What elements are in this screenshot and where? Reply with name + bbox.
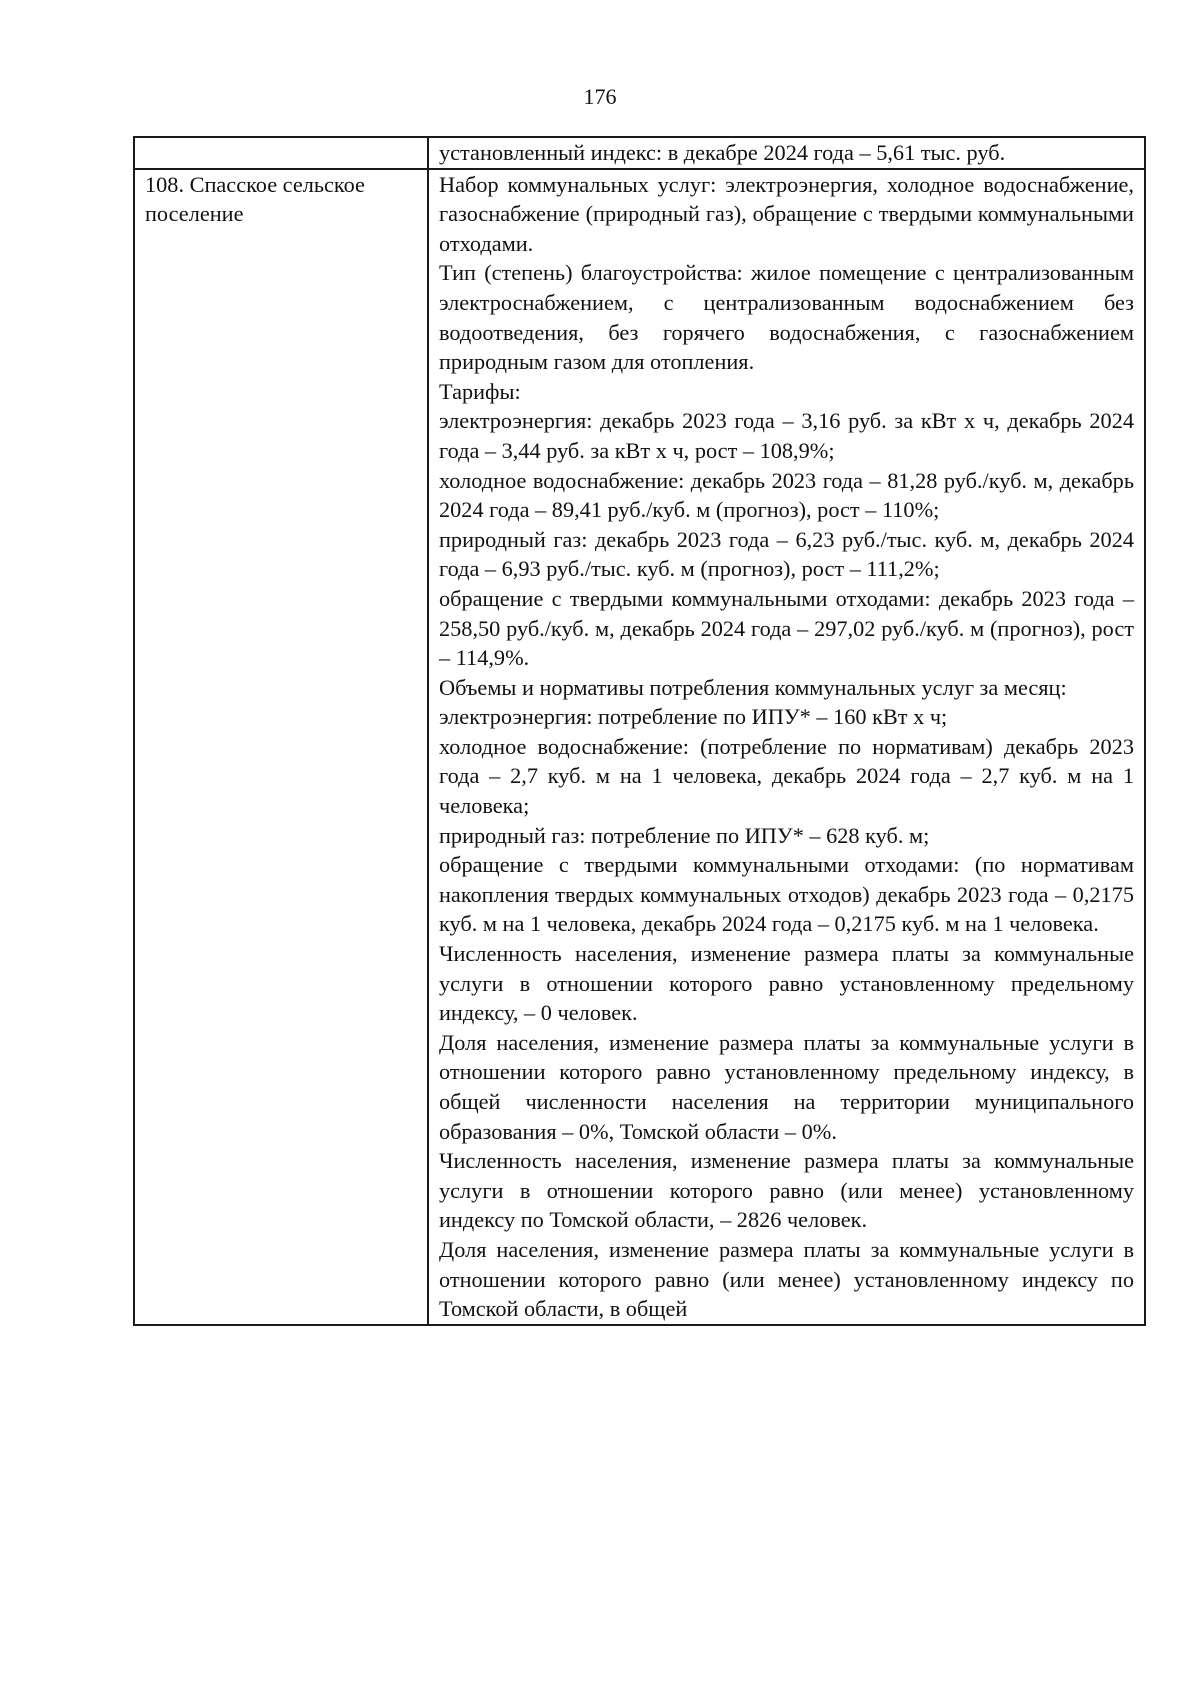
paragraph-tariff-electricity: электроэнергия: декабрь 2023 года – 3,16 руб. за кВт х ч, декабрь 2024 года – 3,44 руб. за кВт х ч, рост – 108,9%; [439,408,1134,463]
paragraph-share-limit-index: Доля населения, изменение размера платы за коммунальные услуги в отношении которого равно установленному предельному индексу, в общей численности населения на территории муниципального образования – 0%, Томской области – 0%. [439,1029,1134,1144]
continued-paragraph: установленный индекс: в декабре 2024 года – 5,61 тыс. руб. [439,140,1006,165]
paragraph-improvement-type: Тип (степень) благоустройства: жилое помещение с централизованным электроснабжением, с централизованным водоснабжением без водоотведения, без горячего водоснабжения, с газоснабжением природным газом для отопления. [439,260,1134,375]
description-cell [428,169,1145,1325]
paragraph-volume-waste: обращение с твердыми коммунальными отходами: (по нормативам накопления твердых коммунальных отходов) декабрь 2023 года – 0,2175 куб. м на 1 человека, декабрь 2024 года – 0,2175 куб. м на 1 человека. [439,852,1134,937]
paragraph-tariff-cold-water: холодное водоснабжение: декабрь 2023 года – 81,28 руб./куб. м, декабрь 2024 года – 89,41 руб./куб. м (прогноз), рост – 110%; [439,467,1134,523]
page-number: 176 [583,84,617,109]
paragraph-share-regional-index: Доля населения, изменение размера платы за коммунальные услуги в отношении которого равно (или менее) установленному индексу по Томской области, в общей [439,1236,1134,1322]
table-row-108 [134,169,1145,1325]
paragraph-population-regional-index: Численность населения, изменение размера платы за коммунальные услуги в отношении которого равно (или менее) установленному индексу по Томской области, – 2826 человек. [439,1148,1134,1233]
municipality-cell-empty [134,137,428,169]
paragraph-population-limit-index: Численность населения, изменение размера платы за коммунальные услуги в отношении которого равно установленному предельному индексу, – 0 человек. [439,941,1134,1026]
paragraph-utility-set: Набор коммунальных услуг: электроэнергия, холодное водоснабжение, газоснабжение (природный газ), обращение с твердыми коммунальными отходами. [439,171,1134,256]
paragraph-volume-cold-water: холодное водоснабжение: (потребление по нормативам) декабрь 2023 года – 2,7 куб. м на 1 человека, декабрь 2024 года – 2,7 куб. м на 1 человека; [439,733,1134,819]
paragraph-volume-gas: природный газ: потребление по ИПУ* – 628 куб. м; [439,822,930,848]
tariff-table [133,136,1146,1326]
paragraph-tariffs-heading: Тарифы: [439,378,521,404]
municipality-cell: 108. Спасское сельское поселение [134,169,428,1325]
paragraph-volume-electricity: электроэнергия: потребление по ИПУ* – 160 кВт х ч; [439,704,948,730]
paragraph-volumes-heading: Объемы и нормативы потребления коммунальных услуг за месяц: [439,674,1067,700]
description-cell-continued [428,137,1145,169]
paragraph-tariff-waste: обращение с твердыми коммунальными отходами: декабрь 2023 года – 258,50 руб./куб. м, декабрь 2024 года – 297,02 руб./куб. м (прогноз), рост – 114,9%. [439,585,1134,671]
table-row-continued [134,137,1145,169]
paragraph-tariff-gas: природный газ: декабрь 2023 года – 6,23 руб./тыс. куб. м, декабрь 2024 года – 6,93 руб./тыс. куб. м (прогноз), рост – 111,2%; [439,526,1134,582]
